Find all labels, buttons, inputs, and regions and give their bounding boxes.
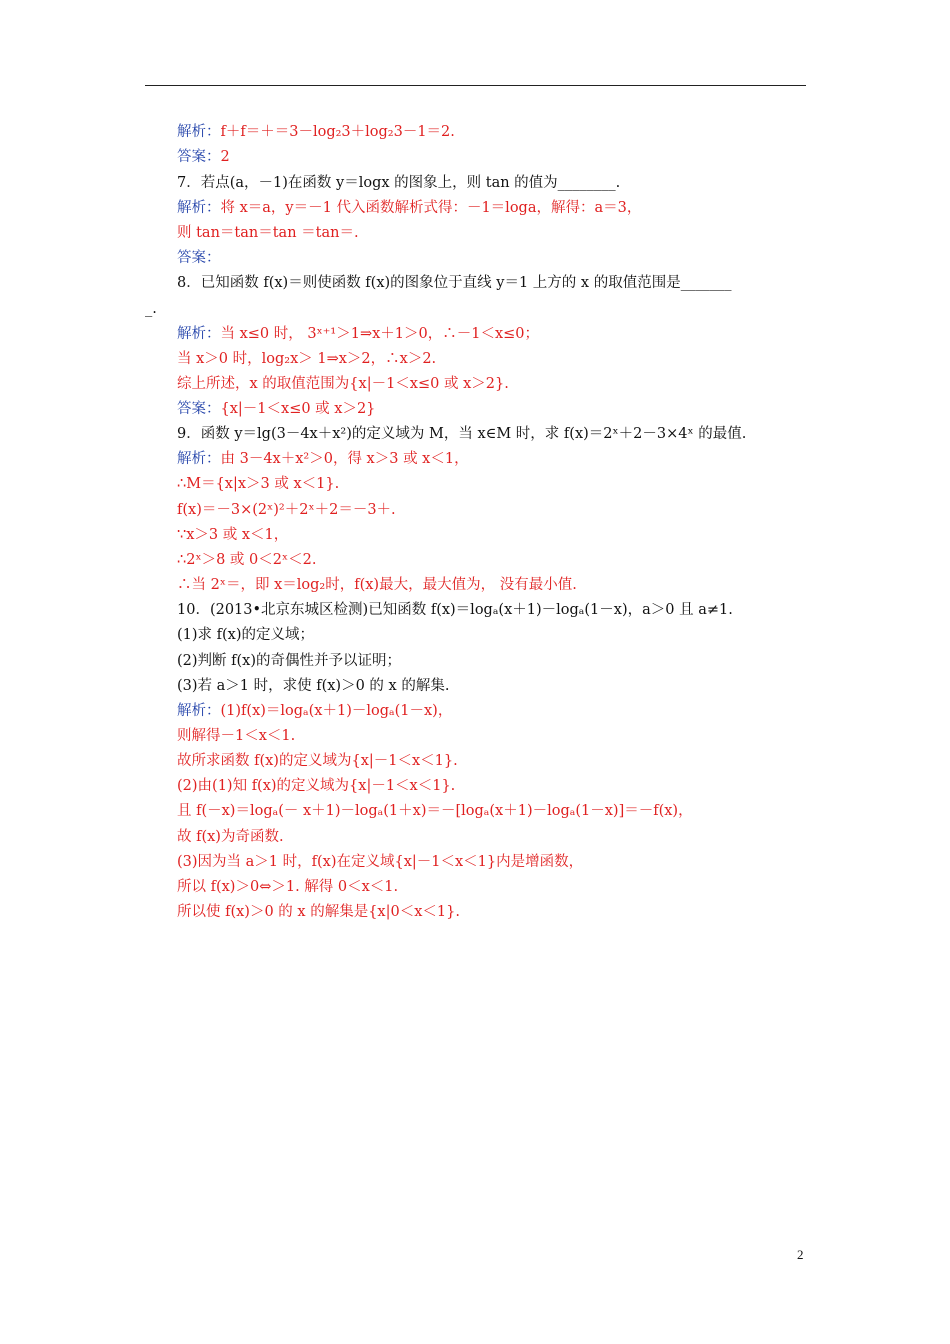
solution-line: 所以 f(x)＞0⇔＞1. 解得 0＜x＜1. <box>177 879 399 895</box>
question-10-part: (3)若 a＞1 时，求使 f(x)＞0 的 x 的解集. <box>177 678 450 694</box>
answer-line: 答案：{x|－1＜x≤0 或 x＞2} <box>177 401 376 417</box>
solution-line: 综上所述，x 的取值范围为{x|－1＜x≤0 或 x＞2}. <box>177 376 509 392</box>
header-rule <box>145 85 806 86</box>
solution-line: 解析：将 x＝a，y＝－1 代入函数解析式得：－1＝loga，解得：a＝3， <box>177 200 642 216</box>
solution-line: (3)因为当 a＞1 时，f(x)在定义域{x|－1＜x＜1}内是增函数， <box>177 854 584 870</box>
solution-line: 故 f(x)为奇函数. <box>177 829 284 845</box>
solution-line: ∴当 2ˣ＝，即 x＝log₂时，f(x)最大，最大值为， 没有最小值. <box>177 577 577 593</box>
solution-line: ∵x＞3 或 x＜1， <box>177 527 289 543</box>
question-10-part: (2)判断 f(x)的奇偶性并予以证明； <box>177 653 402 669</box>
question-10: 10．(2013•北京东城区检测)已知函数 f(x)＝logₐ(x＋1)－logₐ(1－x)，a＞0 且 a≠1. <box>177 602 733 618</box>
solution-line: 解析：由 3－4x＋x²＞0，得 x＞3 或 x＜1， <box>177 451 469 467</box>
solution-line: 且 f(－x)＝logₐ(－ x＋1)－logₐ(1＋x)＝－[logₐ(x＋1)－logₐ(1－x)]＝－f(x)， <box>177 803 693 819</box>
solution-line: f(x)＝－3×(2ˣ)²＋2ˣ＋2＝－3＋. <box>177 502 396 518</box>
solution-line: 则 tan＝tan＝tan ＝tan＝. <box>177 225 359 241</box>
question-8: 8．已知函数 f(x)＝则使函数 f(x)的图象位于直线 y＝1 上方的 x 的取值范围是_______ <box>177 275 732 291</box>
question-10-part: (1)求 f(x)的定义域； <box>177 627 315 643</box>
answer-line: 答案：2 <box>177 149 230 165</box>
page-number: 2 <box>797 1247 804 1262</box>
answer-line: 答案： <box>177 250 221 266</box>
question-8-continued: _. <box>145 301 157 317</box>
solution-line: 解析：当 x≤0 时， 3ˣ⁺¹＞1⇒x＋1＞0，∴－1＜x≤0； <box>177 326 539 342</box>
solution-line: ∴M＝{x|x＞3 或 x＜1}. <box>177 476 340 492</box>
solution-line: (2)由(1)知 f(x)的定义域为{x|－1＜x＜1}. <box>177 778 456 794</box>
question-9: 9．函数 y＝lg(3－4x＋x²)的定义域为 M，当 x∈M 时，求 f(x)＝2ˣ＋2－3×4ˣ 的最值. <box>177 426 747 442</box>
solution-line: 所以使 f(x)＞0 的 x 的解集是{x|0＜x＜1}. <box>177 904 460 920</box>
solution-line: 解析：(1)f(x)＝logₐ(x＋1)－logₐ(1－x)， <box>177 703 453 719</box>
solution-line: 则解得－1＜x＜1. <box>177 728 296 744</box>
solution-line: 当 x＞0 时，log₂x＞ 1⇒x＞2，∴x＞2. <box>177 351 437 367</box>
question-7: 7．若点(a，－1)在函数 y＝logx 的图象上，则 tan 的值为________. <box>177 175 621 191</box>
solution-line: 解析：f＋f＝＋＝3－log₂3＋log₂3－1＝2. <box>177 124 455 140</box>
solution-line: 故所求函数 f(x)的定义域为{x|－1＜x＜1}. <box>177 753 458 769</box>
solution-line: ∴2ˣ＞8 或 0＜2ˣ＜2. <box>177 552 317 568</box>
